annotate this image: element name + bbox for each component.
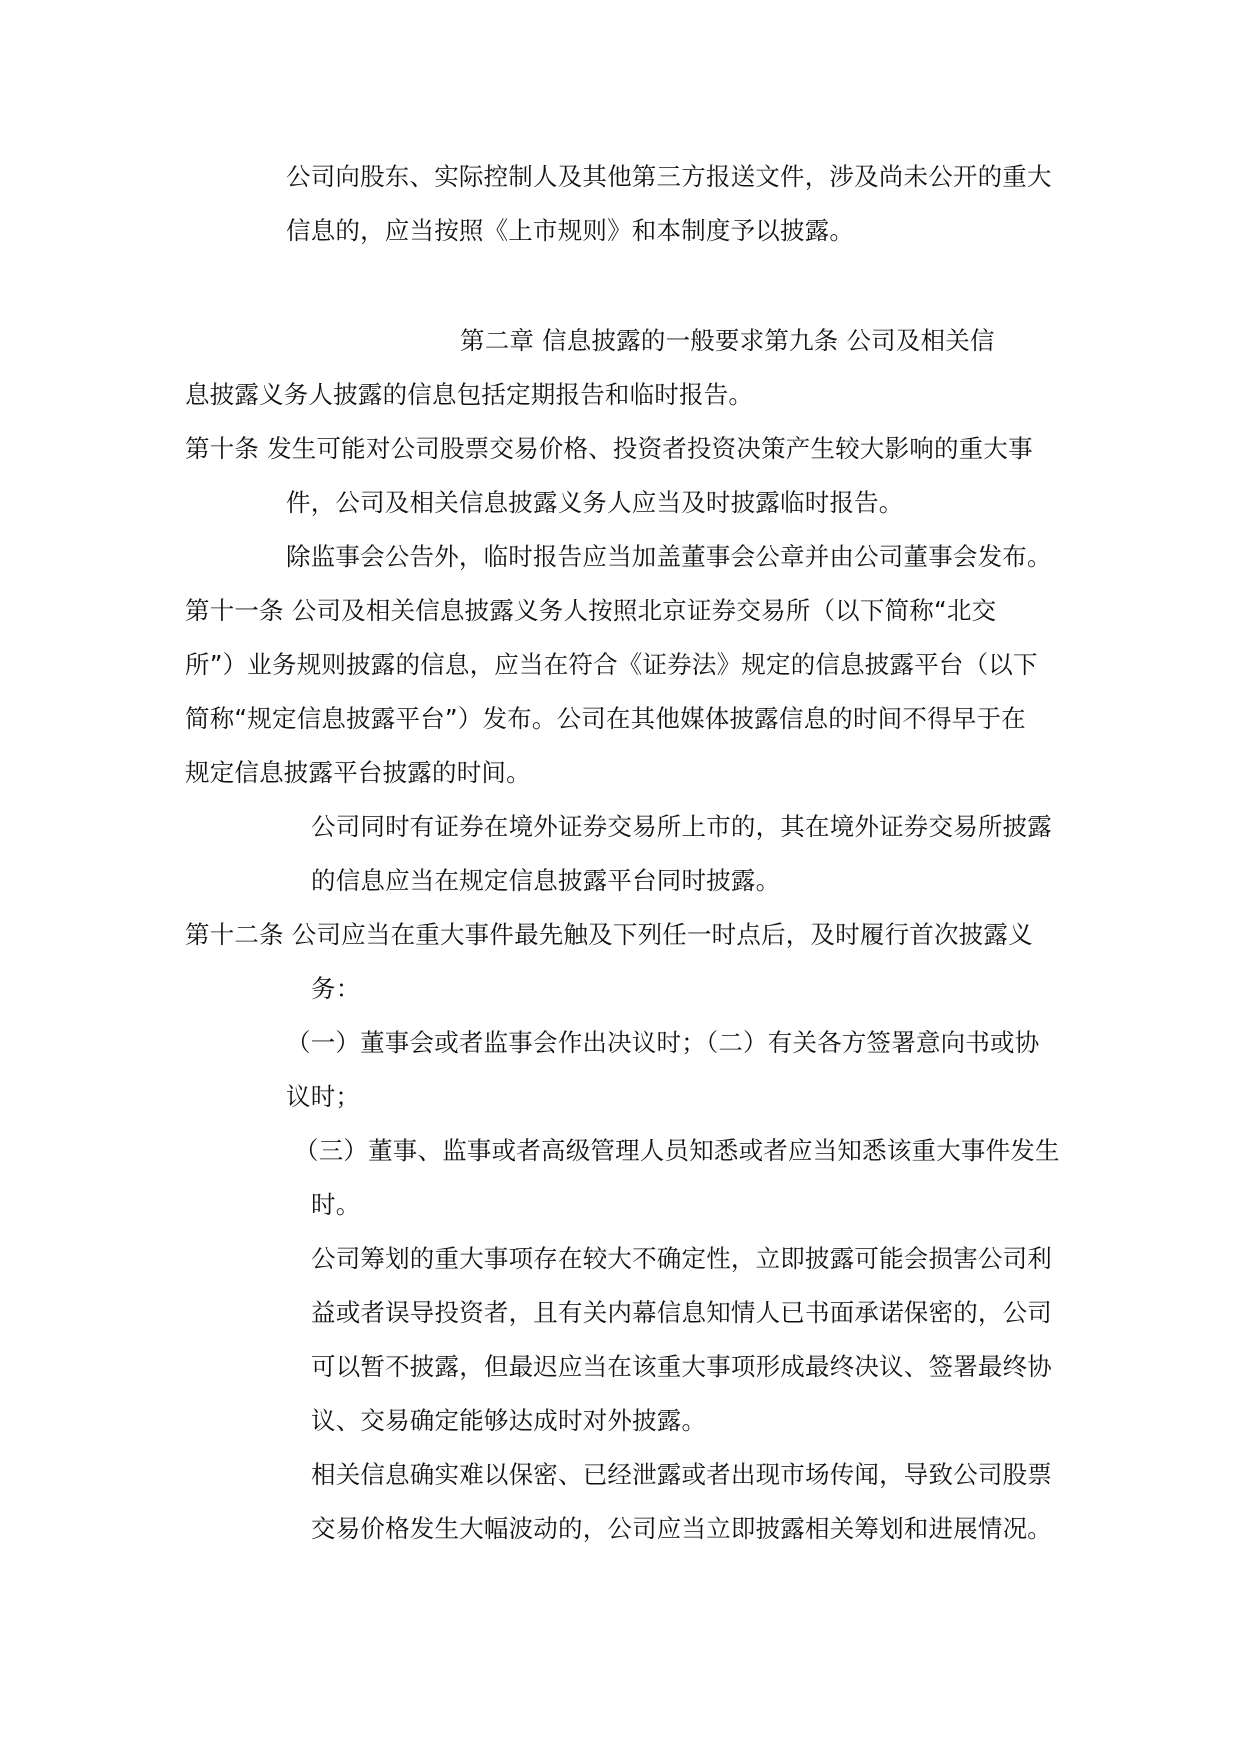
text-line: 可以暂不披露，但最迟应当在该重大事项形成最终决议、签署最终协 <box>311 1352 1052 1381</box>
text-line: 时。 <box>311 1190 361 1219</box>
text-line: 相关信息确实难以保密、已经泄露或者出现市场传闻，导致公司股票 <box>311 1460 1052 1489</box>
text-line: 公司向股东、实际控制人及其他第三方报送文件，涉及尚未公开的重大 <box>286 162 1052 191</box>
chapter-heading-line: 第二章 信息披露的一般要求第九条 公司及相关信 <box>460 326 995 355</box>
text-line: 益或者误导投资者，且有关内幕信息知情人已书面承诺保密的，公司 <box>311 1298 1052 1327</box>
text-line: 信息的，应当按照《上市规则》和本制度予以披露。 <box>286 216 855 245</box>
text-line: 公司同时有证券在境外证券交易所上市的，其在境外证券交易所披露 <box>311 812 1052 841</box>
text-line: 件，公司及相关信息披露义务人应当及时披露临时报告。 <box>286 488 904 517</box>
text-line: 的信息应当在规定信息披露平台同时披露。 <box>311 866 781 895</box>
list-item-line: （一）董事会或者监事会作出决议时；（二）有关各方签署意向书或协 <box>286 1028 1040 1057</box>
text-line: 公司筹划的重大事项存在较大不确定性，立即披露可能会损害公司利 <box>311 1244 1052 1273</box>
text-line: 息披露义务人披露的信息包括定期报告和临时报告。 <box>185 380 754 409</box>
article-10-line: 第十条 发生可能对公司股票交易价格、投资者投资决策产生较大影响的重大事 <box>185 434 1033 463</box>
text-line: 所”）业务规则披露的信息，应当在符合《证券法》规定的信息披露平台（以下 <box>185 650 1038 679</box>
text-line: 交易价格发生大幅波动的，公司应当立即披露相关筹划和进展情况。 <box>311 1514 1052 1543</box>
text-line: 规定信息披露平台披露的时间。 <box>185 758 531 787</box>
text-line: 务： <box>311 974 361 1003</box>
text-line: 除监事会公告外，临时报告应当加盖董事会公章并由公司董事会发布。 <box>286 542 1052 571</box>
text-line: 简称“规定信息披露平台”）发布。公司在其他媒体披露信息的时间不得早于在 <box>185 704 1026 733</box>
article-12-line: 第十二条 公司应当在重大事件最先触及下列任一时点后，及时履行首次披露义 <box>185 920 1033 949</box>
list-item-line: （三）董事、监事或者高级管理人员知悉或者应当知悉该重大事件发生 <box>294 1136 1060 1165</box>
text-line: 议时； <box>286 1082 361 1111</box>
text-line: 议、交易确定能够达成时对外披露。 <box>311 1406 707 1435</box>
article-11-line: 第十一条 公司及相关信息披露义务人按照北京证券交易所（以下简称“北交 <box>185 596 997 625</box>
